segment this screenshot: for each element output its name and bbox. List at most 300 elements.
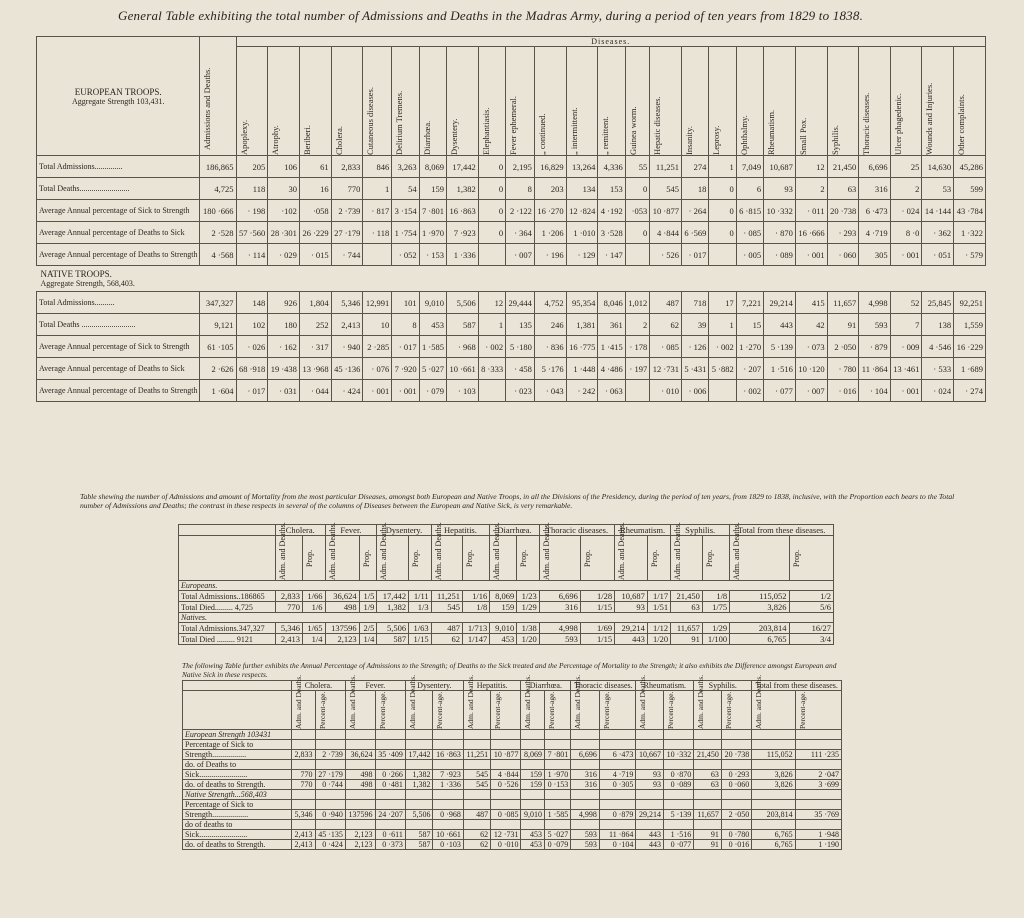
- table-cell: 138: [922, 314, 954, 336]
- table-cell: 5,346: [292, 810, 316, 820]
- table-caption: Table shewing the number of Admissions and amount of Mortality from the most particular Diseases, amongst both European and Native Troops, in all the Divisions of the Presidency, during the period of ten years, from 1829 to 1838, inclusive, with the Proportion each bears to the Total number of Admissions and Deaths; the contrast in these respects in several of the columns of Diseases between the European and Native Sick, is very remarkable.: [80, 492, 955, 510]
- table-cell: · 362: [922, 222, 954, 244]
- table-cell: 11,657: [827, 292, 859, 314]
- group-header: Rheumatism.: [615, 525, 671, 536]
- table-cell: 1/5: [359, 591, 377, 602]
- table-cell: [375, 800, 405, 810]
- table-cell: 118: [236, 178, 268, 200]
- table-cell: 1 ·336: [433, 780, 463, 790]
- table-cell: · 085: [650, 336, 682, 358]
- table-cell: · 029: [268, 244, 300, 266]
- table-cell: [795, 760, 841, 770]
- table-cell: 3 ·154: [392, 200, 419, 222]
- table-cell: 0 ·481: [375, 780, 405, 790]
- sub-header-label: Adm. and Deaths.: [347, 674, 357, 729]
- group-header: Hepatitis.: [431, 525, 490, 536]
- table-cell: [292, 790, 316, 800]
- sub-header-label: Adm. and Deaths.: [379, 522, 389, 580]
- table-cell: 6 ·569: [681, 222, 708, 244]
- group-header: Syphilis.: [694, 681, 752, 691]
- sub-header-label: Adm. and Deaths.: [465, 674, 475, 729]
- column-header: [625, 47, 650, 156]
- table-cell: 1,382: [446, 178, 478, 200]
- table-cell: 15: [736, 314, 763, 336]
- table-cell: 2,123: [345, 840, 375, 850]
- table-cell: 5 ·027: [545, 830, 571, 840]
- table-cell: 8 ·0: [890, 222, 922, 244]
- table-cell: 0 ·611: [375, 830, 405, 840]
- sub-header-label: Adm. and Deaths.: [617, 522, 627, 580]
- table-cell: 115,052: [752, 750, 795, 760]
- table-cell: [795, 800, 841, 810]
- table-row: [179, 591, 834, 602]
- table-cell: · 264: [681, 200, 708, 222]
- table-cell: 29,444: [506, 292, 535, 314]
- table-cell: 1/16: [463, 591, 490, 602]
- table-cell: 2,413: [331, 314, 363, 336]
- table-cell: 35 ·409: [375, 750, 405, 760]
- table-cell: 11,251: [650, 156, 682, 178]
- table-cell: [375, 820, 405, 830]
- table-row: [37, 380, 986, 402]
- table-cell: 7: [890, 314, 922, 336]
- table-cell: 1/63: [409, 623, 432, 634]
- table-cell: · 242: [566, 380, 598, 402]
- table-cell: 770: [292, 770, 316, 780]
- table-cell: 203,814: [752, 810, 795, 820]
- table-cell: 770: [331, 178, 363, 200]
- group-header: Total from these diseases.: [730, 525, 834, 536]
- table-cell: [375, 760, 405, 770]
- table-cell: [694, 790, 722, 800]
- sub-header: [580, 536, 614, 581]
- table-cell: [315, 740, 345, 750]
- table-cell: · 836: [534, 336, 566, 358]
- sub-header: [721, 691, 751, 730]
- table-cell: · 458: [506, 358, 535, 380]
- column-header-label: Beriberi.: [301, 125, 312, 155]
- row-label: do. of Deaths to: [183, 760, 292, 770]
- sub-header: [521, 674, 545, 730]
- row-label: do. of deaths to Strength.: [183, 840, 292, 850]
- table-cell: · 076: [363, 358, 392, 380]
- table-cell: · 178: [625, 336, 650, 358]
- table-cell: 0 ·104: [599, 840, 636, 850]
- table-cell: 16 ·270: [534, 200, 566, 222]
- table-cell: 1/69: [580, 623, 614, 634]
- column-header-label: Fever ephemeral.: [508, 96, 519, 155]
- table-cell: 0 ·089: [663, 780, 693, 790]
- sub-header-label: Adm. and Deaths.: [541, 522, 551, 580]
- table-cell: 6,696: [539, 591, 580, 602]
- table-cell: 63: [694, 780, 722, 790]
- table-cell: · 073: [795, 336, 827, 358]
- table-cell: 1/65: [302, 623, 325, 634]
- table-cell: 1/23: [517, 591, 540, 602]
- column-header-label: Cutaneous diseases.: [365, 87, 376, 155]
- table-cell: 7 ·923: [446, 222, 478, 244]
- table-row: [37, 314, 986, 336]
- group-header: Cholera.: [292, 681, 346, 691]
- row-label: do of deaths to: [183, 820, 292, 830]
- column-header-label: Rheumatism.: [766, 109, 777, 155]
- native-strength-label: Aggregate Strength, 568,403.: [40, 279, 135, 288]
- table-cell: · 293: [827, 222, 859, 244]
- table-cell: · 017: [681, 244, 708, 266]
- sub-header-label: Adm. and Deaths.: [278, 522, 287, 580]
- table-cell: 1 ·190: [795, 840, 841, 850]
- sub-header-label: Adm. and Deaths.: [492, 522, 502, 580]
- table-cell: · 001: [795, 244, 827, 266]
- sub-header: [571, 674, 600, 730]
- table-cell: · 870: [764, 222, 796, 244]
- table-cell: · 002: [478, 336, 505, 358]
- table-cell: 7 ·923: [433, 770, 463, 780]
- table-cell: 1 ·970: [419, 222, 446, 244]
- table-cell: 4,998: [571, 810, 600, 820]
- proportion-table: [178, 524, 834, 645]
- table-cell: 4 ·719: [599, 770, 636, 780]
- table-cell: 0 ·744: [315, 780, 345, 790]
- row-label: Strength.................: [183, 750, 292, 760]
- table-cell: 2,833: [276, 591, 303, 602]
- table-cell: 1/4: [359, 634, 377, 645]
- column-header-label: Atrophy.: [270, 125, 281, 155]
- table-cell: 16 ·666: [795, 222, 827, 244]
- row-label: Average Annual percentage of Sick to Strength: [37, 200, 200, 222]
- table-cell: · 017: [236, 380, 268, 402]
- table-cell: [694, 820, 722, 830]
- table-cell: 5,506: [377, 623, 409, 634]
- table-cell: [721, 740, 751, 750]
- table-cell: · 026: [236, 336, 268, 358]
- table-cell: 10 ·877: [491, 750, 521, 760]
- table-cell: 25: [890, 156, 922, 178]
- table-cell: 1,804: [299, 292, 331, 314]
- table-caption-2: The following Table further exhibits the Annual Percentage of Admissions to the Strength; of Deaths to the Sick treated and the Percentage of Mortality to the Strength; it also exhibits the Difference amongst European and Native Sick in these respects.: [182, 661, 837, 679]
- table-cell: 10 ·661: [433, 830, 463, 840]
- column-header-label: Apoplexy.: [238, 119, 249, 155]
- table-cell: [491, 730, 521, 740]
- table-cell: 587: [446, 314, 478, 336]
- table-cell: 0 ·373: [375, 840, 405, 850]
- table-cell: 1/9: [359, 602, 377, 613]
- table-cell: 10 ·332: [764, 200, 796, 222]
- group-header: Diarrhœa.: [521, 681, 571, 691]
- table-cell: 1/2: [789, 591, 833, 602]
- table-cell: 498: [345, 780, 375, 790]
- group-header: Fever.: [325, 525, 377, 536]
- table-cell: 16,829: [534, 156, 566, 178]
- table-cell: 29,214: [636, 810, 664, 820]
- table-cell: 252: [299, 314, 331, 336]
- table-cell: 4 ·546: [922, 336, 954, 358]
- table-cell: [545, 740, 571, 750]
- table-cell: · 103: [446, 380, 478, 402]
- table-cell: 137596: [345, 810, 375, 820]
- table-cell: [315, 790, 345, 800]
- percentage-table: [182, 674, 842, 850]
- table-cell: · 196: [534, 244, 566, 266]
- table-cell: 443: [764, 314, 796, 336]
- table-cell: [599, 790, 636, 800]
- table-cell: 2 ·047: [795, 770, 841, 780]
- table-cell: · 526: [650, 244, 682, 266]
- table-cell: 205: [236, 156, 268, 178]
- table-cell: 8 ·333: [478, 358, 505, 380]
- table-cell: · 009: [890, 336, 922, 358]
- table-cell: · 007: [506, 244, 535, 266]
- table-cell: 61: [299, 156, 331, 178]
- table-cell: 0: [625, 222, 650, 244]
- table-cell: [721, 800, 751, 810]
- table-cell: 5 ·139: [764, 336, 796, 358]
- table-cell: 4,725: [200, 178, 236, 200]
- table-cell: 1/75: [702, 602, 729, 613]
- table-cell: · 002: [736, 380, 763, 402]
- table-cell: 1/8: [702, 591, 729, 602]
- table-cell: 39: [681, 314, 708, 336]
- column-header-label: Leprosy.: [711, 125, 722, 155]
- table-cell: [636, 790, 664, 800]
- table-cell: [694, 730, 722, 740]
- table-cell: 593: [571, 830, 600, 840]
- table-cell: 27 ·179: [331, 222, 363, 244]
- column-header-label: Delirium Tremens.: [394, 90, 405, 155]
- column-header-label: Hepatic diseases.: [652, 96, 663, 155]
- table-cell: [625, 244, 650, 266]
- table-cell: 2,123: [345, 830, 375, 840]
- table-cell: 93: [615, 602, 648, 613]
- table-cell: · 364: [506, 222, 535, 244]
- table-cell: 62: [463, 830, 490, 840]
- row-label: Average Annual percentage of Deaths to Strength: [37, 380, 200, 402]
- table-cell: 16 ·863: [433, 750, 463, 760]
- table-cell: 30: [268, 178, 300, 200]
- table-cell: 498: [325, 602, 359, 613]
- table-cell: 2 ·528: [200, 222, 236, 244]
- table-cell: 1: [709, 156, 736, 178]
- sub-header-label: Adm. and Deaths.: [327, 522, 337, 580]
- table-cell: [375, 740, 405, 750]
- row-label: Average Annual percentage of Deaths to Sick: [37, 222, 200, 244]
- table-cell: [571, 790, 600, 800]
- table-cell: 7 ·801: [419, 200, 446, 222]
- table-cell: [345, 820, 375, 830]
- table-cell: 9,010: [521, 810, 545, 820]
- sub-header-label: Adm. and Deaths.: [573, 674, 583, 729]
- table-cell: 1/6: [302, 602, 325, 613]
- table-cell: 91: [694, 830, 722, 840]
- table-cell: 62: [463, 840, 490, 850]
- table-cell: 12 ·731: [491, 830, 521, 840]
- table-cell: [599, 820, 636, 830]
- table-cell: [491, 740, 521, 750]
- table-cell: 593: [859, 314, 890, 336]
- sub-header: [491, 691, 521, 730]
- table-cell: 10,687: [615, 591, 648, 602]
- table-cell: 12,991: [363, 292, 392, 314]
- sub-header: [663, 691, 693, 730]
- table-cell: 10,667: [636, 750, 664, 760]
- column-header: [268, 47, 300, 156]
- table-cell: 21,450: [694, 750, 722, 760]
- table-cell: 93: [636, 770, 664, 780]
- row-label: Total Admissions.347,327: [179, 623, 276, 634]
- row-label: do. of deaths to Strength.: [183, 780, 292, 790]
- table-cell: 17,442: [405, 750, 433, 760]
- table-cell: 26 ·229: [299, 222, 331, 244]
- table-cell: 12: [478, 292, 505, 314]
- table-cell: · 424: [331, 380, 363, 402]
- table-cell: [752, 820, 795, 830]
- table-cell: [545, 730, 571, 740]
- sub-header-label: Adm. and Deaths.: [638, 674, 648, 729]
- sub-header: [517, 536, 540, 581]
- table-cell: 36,624: [345, 750, 375, 760]
- table-cell: · 817: [363, 200, 392, 222]
- row-label: Total Admissions..186865: [179, 591, 276, 602]
- table-cell: 316: [571, 770, 600, 780]
- table-cell: 1 ·516: [764, 358, 796, 380]
- table-cell: [433, 790, 463, 800]
- table-cell: [752, 790, 795, 800]
- table-cell: 18: [681, 178, 708, 200]
- row-label: Percentage of Sick to: [183, 740, 292, 750]
- column-header: [566, 47, 598, 156]
- table-cell: 27 ·179: [315, 770, 345, 780]
- table-cell: 1/15: [409, 634, 432, 645]
- table-cell: 28 ·301: [268, 222, 300, 244]
- table-cell: 11,251: [431, 591, 462, 602]
- table-cell: 203,814: [730, 623, 789, 634]
- column-header-label: „ continued.: [536, 113, 547, 155]
- row-label: Total Admissions..........: [37, 292, 200, 314]
- table-cell: [463, 760, 490, 770]
- table-cell: 1 ·336: [446, 244, 478, 266]
- table-cell: 545: [463, 780, 490, 790]
- table-cell: 180 ·666: [200, 200, 236, 222]
- column-header: [331, 47, 363, 156]
- table-cell: 93: [636, 780, 664, 790]
- table-cell: 718: [681, 292, 708, 314]
- table-cell: [663, 730, 693, 740]
- table-cell: 2: [795, 178, 827, 200]
- table-cell: 587: [377, 634, 409, 645]
- table-cell: 316: [859, 178, 890, 200]
- table-cell: 0 ·079: [545, 840, 571, 850]
- column-header: [736, 47, 763, 156]
- row-label: Total Deaths ...........................: [37, 314, 200, 336]
- table-row: [179, 634, 834, 645]
- table-cell: 1/51: [647, 602, 670, 613]
- table-cell: [478, 380, 505, 402]
- table-cell: 54: [392, 178, 419, 200]
- table-cell: · 197: [625, 358, 650, 380]
- table-cell: · 207: [736, 358, 763, 380]
- table-cell: 2 ·050: [827, 336, 859, 358]
- column-header-label: Ulcer phagedenic.: [892, 93, 903, 155]
- sub-header: [545, 691, 571, 730]
- table-cell: 8: [392, 314, 419, 336]
- table-cell: 159: [521, 770, 545, 780]
- table-cell: · 085: [736, 222, 763, 244]
- table-cell: [315, 820, 345, 830]
- sub-header: [375, 691, 405, 730]
- table-cell: [463, 740, 490, 750]
- table-cell: 487: [650, 292, 682, 314]
- sub-header: [315, 691, 345, 730]
- sub-header: [292, 674, 316, 730]
- table-cell: 770: [292, 780, 316, 790]
- group-header: Dysentery.: [377, 525, 431, 536]
- table-cell: 0 ·870: [663, 770, 693, 780]
- table-row: [37, 222, 986, 244]
- table-cell: 1 ·206: [534, 222, 566, 244]
- table-cell: 0: [709, 200, 736, 222]
- table-cell: 7,221: [736, 292, 763, 314]
- table-cell: 443: [636, 840, 664, 850]
- table-cell: 593: [571, 840, 600, 850]
- table-cell: 25,845: [922, 292, 954, 314]
- table-cell: 2 ·739: [315, 750, 345, 760]
- table-cell: 6,696: [571, 750, 600, 760]
- table-cell: 8,046: [598, 292, 625, 314]
- table-cell: 45,286: [954, 156, 986, 178]
- sub-header: [463, 674, 490, 730]
- table-cell: 13 ·968: [299, 358, 331, 380]
- table-cell: 1 ·585: [419, 336, 446, 358]
- group-header: Dysentery.: [405, 681, 463, 691]
- table-cell: 347,327: [200, 292, 236, 314]
- table-cell: 1 ·516: [663, 830, 693, 840]
- table-cell: 102: [236, 314, 268, 336]
- table-cell: · 010: [650, 380, 682, 402]
- table-cell: · 006: [681, 380, 708, 402]
- column-header: [392, 47, 419, 156]
- table-cell: 0: [478, 200, 505, 222]
- table-cell: · 043: [534, 380, 566, 402]
- table-cell: [345, 790, 375, 800]
- column-header: [954, 47, 986, 156]
- table-cell: 443: [636, 830, 664, 840]
- table-cell: 4,752: [534, 292, 566, 314]
- sub-header: [647, 536, 670, 581]
- table-cell: 10,687: [764, 156, 796, 178]
- column-header: [299, 47, 331, 156]
- table-cell: [375, 730, 405, 740]
- table-cell: · 153: [419, 244, 446, 266]
- table-row: [183, 760, 842, 770]
- sub-header: [433, 691, 463, 730]
- table-row: [183, 820, 842, 830]
- table-cell: 0: [709, 178, 736, 200]
- column-header-label: „ remittent.: [600, 116, 611, 155]
- column-header: [200, 37, 236, 156]
- table-cell: [663, 800, 693, 810]
- group-header: Hepatitis.: [463, 681, 521, 691]
- row-label: Sick........................: [183, 770, 292, 780]
- table-cell: [636, 730, 664, 740]
- column-header: [506, 47, 535, 156]
- table-cell: 6: [736, 178, 763, 200]
- native-header-cell: [37, 266, 986, 292]
- table-cell: 545: [463, 770, 490, 780]
- table-cell: [694, 760, 722, 770]
- table-cell: [636, 740, 664, 750]
- row-label: Total Deaths.........................: [37, 178, 200, 200]
- column-header: [795, 47, 827, 156]
